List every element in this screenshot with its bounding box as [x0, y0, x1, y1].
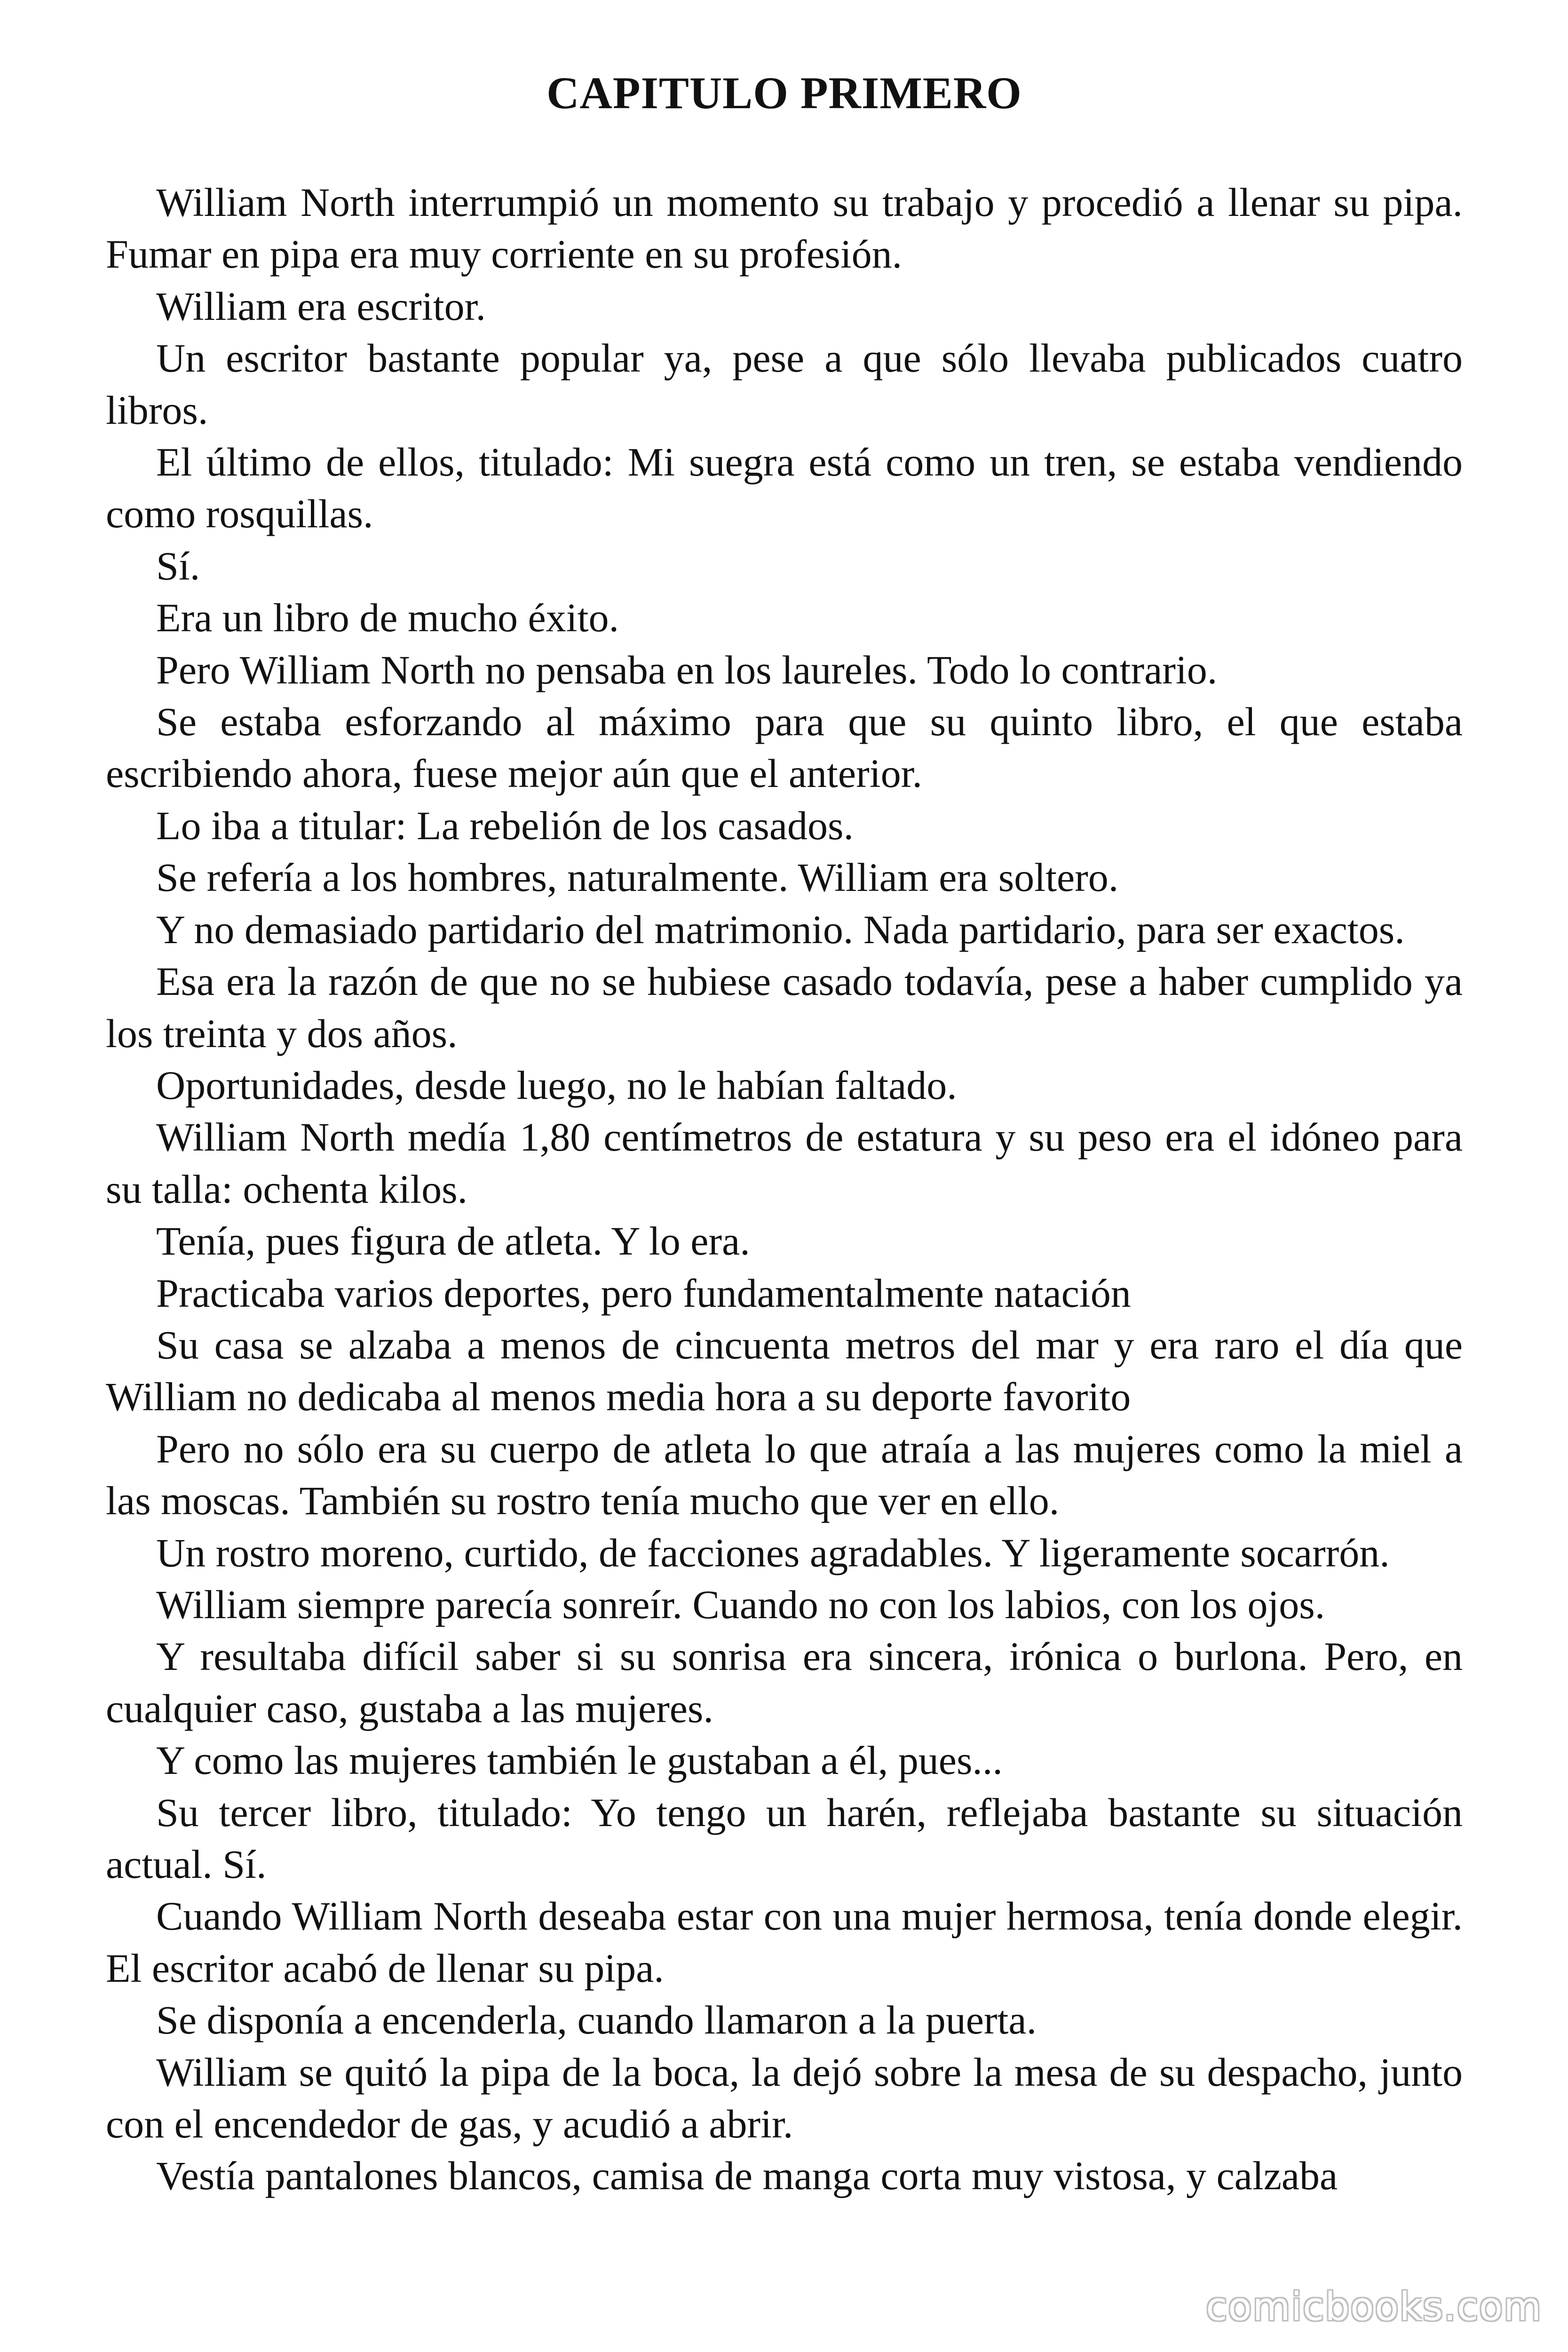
- paragraph: Su casa se alzaba a menos de cincuenta metros del mar y era raro el día que William no dedicaba al menos media hora a su deporte favorito: [106, 1322, 1463, 1420]
- paragraph: Un escritor bastante popular ya, pese a que sólo llevaba publicados cuatro libros.: [106, 335, 1463, 433]
- paragraph: Era un libro de mucho éxito.: [156, 595, 619, 641]
- chapter-body: [106, 176, 1463, 2202]
- paragraph: Se refería a los hombres, naturalmente. William era soltero.: [156, 855, 1119, 900]
- paragraph: Lo iba a titular: La rebelión de los casados.: [156, 803, 854, 848]
- paragraph: William se quitó la pipa de la boca, la dejó sobre la mesa de su despacho, junto con el encendedor de gas, y acudió a abrir.: [106, 2049, 1463, 2147]
- paragraph: Pero no sólo era su cuerpo de atleta lo que atraía a las mujeres como la miel a las moscas. También su rostro tenía mucho que ver en ello.: [106, 1426, 1463, 1524]
- paragraph: Su tercer libro, titulado: Yo tengo un harén, reflejaba bastante su situación actual. Sí.: [106, 1789, 1463, 1887]
- paragraph: Esa era la razón de que no se hubiese casado todavía, pese a haber cumplido ya los treinta y dos años.: [106, 959, 1463, 1056]
- paragraph: Sí.: [156, 543, 200, 588]
- paragraph: Practicaba varios deportes, pero fundamentalmente natación: [156, 1270, 1131, 1316]
- paragraph: Oportunidades, desde luego, no le habían faltado.: [156, 1062, 957, 1108]
- paragraph: Pero William North no pensaba en los laureles. Todo lo contrario.: [156, 647, 1218, 692]
- paragraph: Y como las mujeres también le gustaban a él, pues...: [156, 1738, 1003, 1783]
- paragraph: Un rostro moreno, curtido, de facciones agradables. Y ligeramente socarrón.: [156, 1530, 1390, 1575]
- paragraph: William North interrumpió un momento su trabajo y procedió a llenar su pipa. Fumar en pipa era muy corriente en su profesión.: [106, 180, 1463, 277]
- paragraph: William siempre parecía sonreír. Cuando no con los labios, con los ojos.: [156, 1581, 1325, 1627]
- paragraph: William era escritor.: [156, 283, 486, 329]
- paragraph: El último de ellos, titulado: Mi suegra está como un tren, se estaba vendiendo como rosquillas.: [106, 439, 1463, 537]
- paragraph: Cuando William North deseaba estar con una mujer hermosa, tenía donde elegir. El escritor acabó de llenar su pipa.: [106, 1893, 1463, 1991]
- paragraph: Vestía pantalones blancos, camisa de manga corta muy vistosa, y calzaba: [156, 2153, 1338, 2199]
- paragraph: Tenía, pues figura de atleta. Y lo era.: [156, 1218, 750, 1264]
- watermark-text: comicbooks.com: [1206, 2285, 1542, 2329]
- paragraph: Y no demasiado partidario del matrimonio. Nada partidario, para ser exactos.: [156, 906, 1405, 952]
- paragraph: Y resultaba difícil saber si su sonrisa era sincera, irónica o burlona. Pero, en cualquier caso, gustaba a las mujeres.: [106, 1634, 1463, 1731]
- chapter-title: CAPITULO PRIMERO: [546, 68, 1022, 118]
- paragraph: Se disponía a encenderla, cuando llamaron a la puerta.: [156, 1997, 1037, 2043]
- book-page: [106, 0, 1463, 2352]
- paragraph: Se estaba esforzando al máximo para que su quinto libro, el que estaba escribiendo ahora, fuese mejor aún que el anterior.: [106, 699, 1463, 796]
- paragraph: William North medía 1,80 centímetros de estatura y su peso era el idóneo para su talla: ochenta kilos.: [106, 1114, 1463, 1212]
